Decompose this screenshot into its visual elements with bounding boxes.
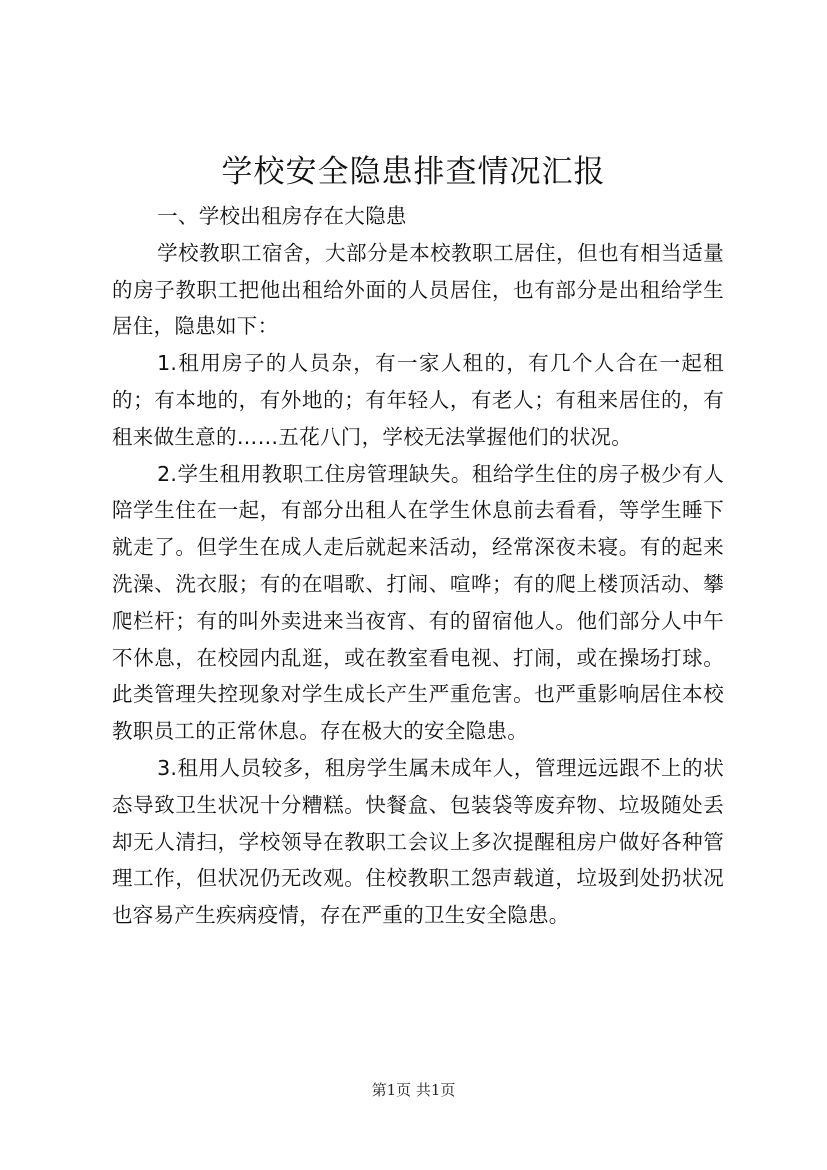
paragraph-item-3: 3.租用人员较多，租房学生属未成年人，管理远远跟不上的状态导致卫生状况十分糟糕。快餐盒、包装袋等废弃物、垃圾随处丢却无人清扫，学校领导在教职工会议上多次提醒租房户做好各种管理工作，但状况仍无改观。住校教职工怨声载道，垃圾到处扔状况也容易产生疾病疫情，存在严重的卫生安全隐患。 bbox=[112, 755, 724, 928]
document-body bbox=[112, 198, 724, 934]
paragraph-item-2: 2.学生租用教职工住房管理缺失。租给学生住的房子极少有人陪学生住在一起，有部分出租人在学生休息前去看看，等学生睡下就走了。但学生在成人走后就起来活动，经常深夜未寝。有的起来洗澡、洗衣服；有的在唱歌、打闹、喧哗；有的爬上楼顶活动、攀爬栏杆；有的叫外卖进来当夜宵、有的留宿他人。他们部分人中午不休息，在校园内乱逛，或在教室看电视、打闹，或在操场打球。此类管理失控现象对学生成长产生严重危害。也严重影响居住本校教职员工的正常休息。存在极大的安全隐患。 bbox=[112, 461, 724, 744]
paragraph-intro: 学校教职工宿舍，大部分是本校教职工居住，但也有相当适量的房子教职工把他出租给外面的人员居住，也有部分是出租给学生居住，隐患如下： bbox=[112, 240, 724, 339]
section-heading: 一、学校出租房存在大隐患 bbox=[157, 204, 407, 228]
page-footer: 第1页 共1页 bbox=[371, 1081, 456, 1099]
paragraph-item-1: 1.租用房子的人员杂，有一家人租的，有几个人合在一起租的；有本地的，有外地的；有年轻人，有老人；有租来居住的，有租来做生意的……五花八门，学校无法掌握他们的状况。 bbox=[112, 351, 724, 449]
document-title: 学校安全隐患排查情况汇报 bbox=[221, 154, 606, 190]
